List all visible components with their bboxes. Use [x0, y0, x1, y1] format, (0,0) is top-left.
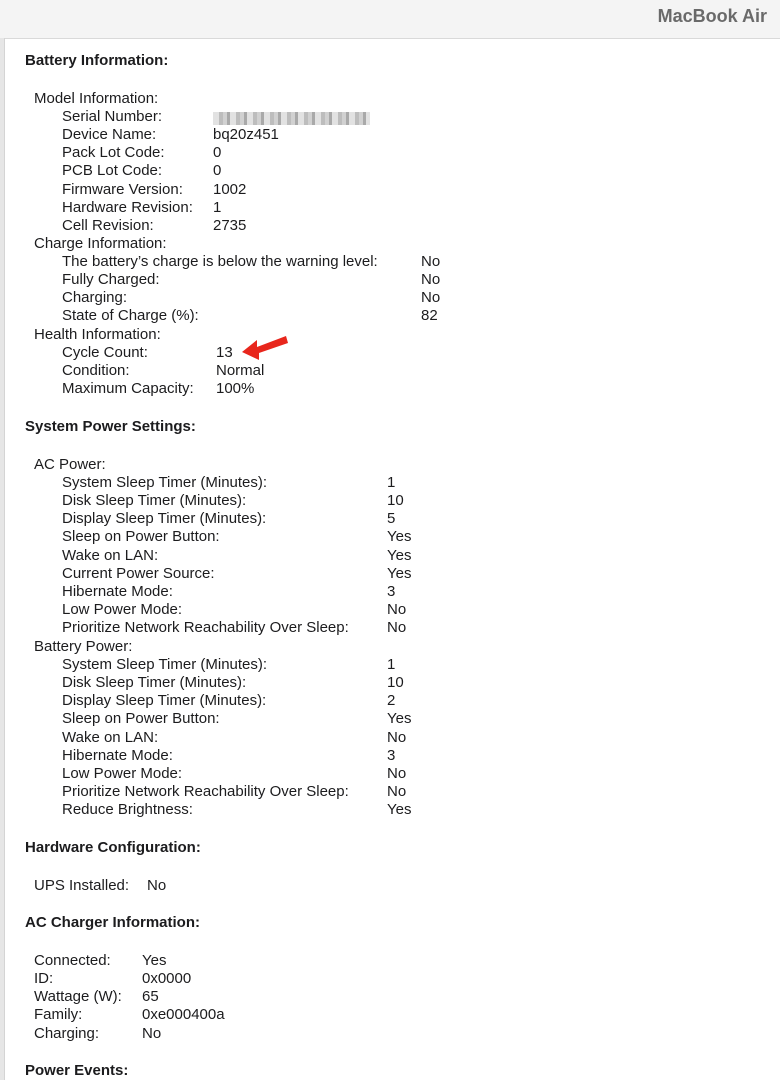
field-label: Hibernate Mode: — [62, 746, 173, 764]
field-value: 100% — [216, 380, 255, 398]
field-value: 13 — [216, 344, 233, 361]
field-value: 65 — [142, 988, 159, 1006]
window-title: MacBook Air — [657, 6, 767, 26]
field-label: Cell Revision: — [62, 216, 154, 234]
section-heading: Power Events: — [25, 1062, 129, 1079]
field-label: Pack Lot Code: — [62, 144, 165, 162]
group-label: Charge Information: — [34, 235, 167, 252]
field-label: Firmware Version: — [62, 180, 183, 198]
field-label: System Sleep Timer (Minutes): — [62, 656, 268, 673]
field-value: 0 — [213, 144, 222, 162]
field-value: 0 — [213, 162, 222, 180]
field-value: 3 — [387, 746, 396, 764]
field-label: The battery’s charge is below the warning level: — [62, 253, 378, 270]
field-value: Yes — [387, 710, 412, 728]
section-heading: Hardware Configuration: — [25, 839, 201, 856]
title-bar — [0, 0, 780, 39]
field-label: Fully Charged: — [62, 271, 160, 289]
group-label: Health Information: — [34, 326, 161, 343]
field-value: No — [142, 1024, 162, 1042]
group-label: Model Information: — [34, 90, 159, 107]
field-value: Yes — [142, 952, 167, 969]
field-value: Yes — [387, 801, 412, 819]
field-value: Yes — [387, 564, 412, 582]
field-label: Connected: — [34, 952, 111, 969]
field-value: Yes — [387, 546, 412, 564]
field-value: 2 — [387, 692, 396, 710]
field-value: No — [147, 877, 167, 894]
field-label: Low Power Mode: — [62, 601, 183, 619]
field-label: Prioritize Network Reachability Over Sleep: — [62, 619, 349, 637]
field-label: Charging: — [34, 1024, 100, 1042]
field-label: UPS Installed: — [34, 877, 130, 894]
field-label: Reduce Brightness: — [62, 801, 193, 819]
field-label: Disk Sleep Timer (Minutes): — [62, 492, 247, 510]
field-value: 5 — [387, 510, 396, 528]
field-label: Prioritize Network Reachability Over Sleep: — [62, 783, 349, 801]
field-value: No — [387, 764, 407, 782]
field-value: 10 — [387, 492, 404, 510]
field-value: No — [387, 728, 407, 746]
field-label: Charging: — [62, 289, 128, 307]
field-value: No — [421, 253, 441, 270]
field-label: Current Power Source: — [62, 564, 215, 582]
field-value: 1002 — [213, 180, 247, 198]
field-value: 82 — [421, 307, 438, 325]
field-value: 0xe000400a — [142, 1006, 225, 1024]
sidebar-divider — [0, 38, 5, 1080]
field-value: Normal — [216, 362, 265, 380]
field-value: No — [387, 601, 407, 619]
field-value: 2735 — [213, 216, 247, 234]
section-heading: Battery Information: — [25, 52, 169, 69]
field-label: Device Name: — [62, 126, 157, 144]
group-label: AC Power: — [34, 456, 106, 473]
group-label: Battery Power: — [34, 638, 133, 655]
field-label: Display Sleep Timer (Minutes): — [62, 510, 267, 528]
section-heading: System Power Settings: — [25, 418, 196, 435]
field-label: Hibernate Mode: — [62, 582, 173, 600]
field-value: 1 — [387, 656, 396, 673]
field-value: bq20z451 — [213, 126, 279, 144]
field-label: Hardware Revision: — [62, 198, 193, 216]
serial-number-redacted — [213, 112, 370, 125]
field-label: Family: — [34, 1006, 83, 1024]
field-label: ID: — [34, 970, 54, 988]
field-label: Wattage (W): — [34, 988, 122, 1006]
field-value: 1 — [213, 198, 222, 216]
field-label: Wake on LAN: — [62, 728, 159, 746]
field-label: Low Power Mode: — [62, 764, 183, 782]
field-label: Display Sleep Timer (Minutes): — [62, 692, 267, 710]
field-label: Cycle Count: — [62, 344, 148, 361]
field-label: System Sleep Timer (Minutes): — [62, 474, 268, 491]
section-heading: AC Charger Information: — [25, 914, 201, 931]
field-label: Sleep on Power Button: — [62, 528, 220, 546]
field-value: 10 — [387, 674, 404, 692]
field-label: Maximum Capacity: — [62, 380, 194, 398]
field-value: 0x0000 — [142, 970, 192, 988]
field-value: 1 — [387, 474, 396, 491]
field-value: 3 — [387, 582, 396, 600]
field-value: No — [387, 783, 407, 801]
field-label: Wake on LAN: — [62, 546, 159, 564]
field-value: No — [421, 289, 441, 307]
field-value: No — [421, 271, 441, 289]
red-arrow-icon — [240, 332, 290, 362]
field-label: Condition: — [62, 362, 130, 380]
field-value: No — [387, 619, 407, 637]
field-label: Serial Number: — [62, 108, 163, 125]
field-label: State of Charge (%): — [62, 307, 199, 325]
field-label: Disk Sleep Timer (Minutes): — [62, 674, 247, 692]
field-label: Sleep on Power Button: — [62, 710, 220, 728]
field-label: PCB Lot Code: — [62, 162, 163, 180]
field-value: Yes — [387, 528, 412, 546]
